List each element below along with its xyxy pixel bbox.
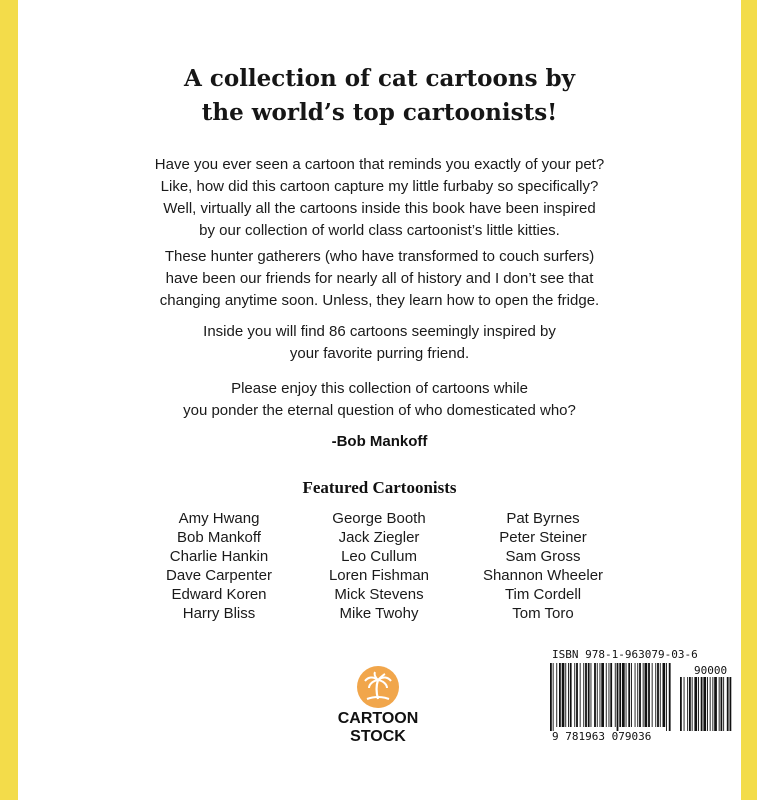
barcode-bar	[615, 663, 616, 727]
paragraph-line: Inside you will find 86 cartoons seemingly inspired by	[203, 323, 556, 340]
barcode-bar	[580, 663, 581, 727]
barcode-bar	[556, 663, 557, 727]
barcode-bar	[628, 663, 630, 727]
cartoonist-name: Dave Carpenter	[166, 567, 272, 584]
barcode-bar	[643, 663, 644, 727]
paragraph-line: by our collection of world class cartoonist’s little kitties.	[199, 222, 560, 239]
cartoonist-name: George Booth	[332, 510, 426, 527]
isbn-label: ISBN 978-1-963079-03-6	[552, 648, 698, 661]
barcode-bar	[585, 663, 587, 727]
barcode-bar	[609, 663, 610, 727]
cartoonist-column-3	[458, 509, 628, 623]
barcode-bar	[635, 663, 636, 727]
barcode-addon-bar	[703, 677, 706, 731]
paragraph-intro	[18, 154, 741, 242]
barcode-bar	[610, 663, 612, 727]
paragraph-line: changing anytime soon. Unless, they learn how to open the fridge.	[159, 292, 600, 309]
barcode-addon-bar	[719, 677, 720, 731]
barcode-bar	[565, 663, 566, 727]
barcode-addon-bar	[680, 677, 682, 731]
barcode-bar	[550, 663, 552, 731]
barcode-addon-bar	[721, 677, 723, 731]
barcode-bar	[652, 663, 653, 727]
headline-line-2: the world’s top cartoonists!	[201, 99, 558, 126]
barcode-addon-bar	[723, 677, 724, 731]
barcode-addon-bar	[714, 677, 717, 731]
barcode-bar	[594, 663, 596, 727]
barcode-bar	[597, 663, 598, 727]
cartoonist-name: Edward Koren	[171, 586, 267, 603]
cartoonist-name: Charlie Hankin	[169, 548, 269, 565]
barcode-addon-bar	[712, 677, 713, 731]
barcode-bar	[666, 663, 667, 731]
cartoonist-column-1	[134, 509, 304, 623]
barcode-bar	[663, 663, 666, 727]
signature: -Bob Mankoff	[331, 433, 428, 450]
barcode-bar	[568, 663, 569, 727]
headline	[18, 62, 741, 130]
barcode-bar	[639, 663, 641, 727]
barcode-bar	[570, 663, 572, 727]
paragraph-line: These hunter gatherers (who have transformed to couch surfers)	[164, 248, 595, 265]
logo-wordmark	[318, 710, 438, 746]
barcode-bar	[637, 663, 638, 727]
barcode-bar	[562, 663, 565, 727]
barcode-bar	[645, 663, 648, 727]
barcode-bar	[553, 663, 554, 731]
barcode-bar	[648, 663, 650, 727]
paragraph-enjoy	[18, 378, 741, 422]
barcode-bar	[588, 663, 590, 727]
barcode-digits: 9 781963 079036	[552, 730, 652, 743]
barcode-bar	[657, 663, 659, 727]
paragraph-hunters	[18, 246, 741, 312]
paragraph-line: have been our friends for nearly all of history and I don’t see that	[165, 270, 594, 287]
barcode-bar	[559, 663, 561, 727]
barcode-bar	[660, 663, 661, 727]
cartoonist-name: Harry Bliss	[182, 605, 256, 622]
barcode-bar	[631, 663, 632, 727]
barcode-addon-bar	[692, 677, 693, 731]
barcode-addon-bar	[684, 677, 685, 731]
barcode-bar	[626, 663, 627, 727]
barcode-bar	[619, 663, 621, 727]
cartoonist-name: Jack Ziegler	[338, 529, 420, 546]
cartoonist-name: Pat Byrnes	[506, 510, 580, 527]
featured-heading: Featured Cartoonists	[302, 478, 457, 497]
barcode-icon	[544, 661, 734, 731]
barcode-addon-bar	[698, 677, 699, 731]
barcode-addon-bar	[730, 677, 732, 731]
barcode-addon-bar	[687, 677, 688, 731]
barcode-bar	[655, 663, 656, 727]
cartoonist-name: Loren Fishman	[328, 567, 430, 584]
barcode-addon-bar	[694, 677, 697, 731]
isbn-barcode	[544, 645, 734, 763]
barcode-bar	[669, 663, 671, 731]
barcode-addon-bar	[727, 677, 729, 731]
cartoonist-name: Peter Steiner	[499, 529, 587, 546]
cartoonist-name: Tom Toro	[512, 605, 574, 622]
logo-line-1: CARTOON	[337, 710, 419, 727]
barcode-bar	[622, 663, 625, 727]
barcode-addon-bar	[707, 677, 708, 731]
cartoonist-name: Amy Hwang	[178, 510, 260, 527]
price-code: 90000	[694, 664, 728, 677]
barcode-bar	[600, 663, 601, 727]
barcode-bar	[574, 663, 575, 727]
cartoonist-name: Leo Cullum	[341, 548, 417, 565]
paragraph-line: your favorite purring friend.	[289, 345, 470, 362]
paragraph-line: you ponder the eternal question of who domesticated who?	[183, 402, 576, 419]
logo-badge	[357, 666, 399, 708]
headline-line-1: A collection of cat cartoons by	[184, 65, 575, 92]
barcode-bar	[606, 663, 607, 727]
palm-tree-icon	[357, 666, 399, 708]
barcode-bar	[591, 663, 592, 727]
barcode-bar	[601, 663, 604, 727]
paragraph-line: Have you ever seen a cartoon that reminds you exactly of your pet?	[154, 156, 605, 173]
cartoonist-name: Tim Cordell	[504, 586, 582, 603]
paragraph-line: Like, how did this cartoon capture my little furbaby so specifically?	[160, 178, 599, 195]
cartoonist-name: Bob Mankoff	[177, 529, 261, 546]
paragraph-line: Well, virtually all the cartoons inside this book have been inspired	[163, 200, 596, 217]
cartoonstock-logo	[318, 666, 438, 751]
barcode-bar	[576, 663, 578, 727]
cartoonist-column-2	[294, 509, 464, 623]
barcode-bar	[617, 663, 619, 731]
back-cover	[18, 0, 741, 800]
cartoonist-name: Sam Gross	[505, 548, 581, 565]
cartoonist-name: Shannon Wheeler	[482, 567, 604, 584]
barcode-addon-bar	[689, 677, 691, 731]
paragraph-line: Please enjoy this collection of cartoons while	[231, 380, 528, 397]
barcode-addon-bar	[710, 677, 711, 731]
logo-line-2: STOCK	[350, 728, 406, 745]
barcode-addon-bar	[701, 677, 703, 731]
cartoonist-name: Mike Twohy	[339, 605, 419, 622]
barcode-bar	[583, 663, 584, 727]
paragraph-inside	[18, 321, 741, 365]
cartoonist-name: Mick Stevens	[334, 586, 424, 603]
